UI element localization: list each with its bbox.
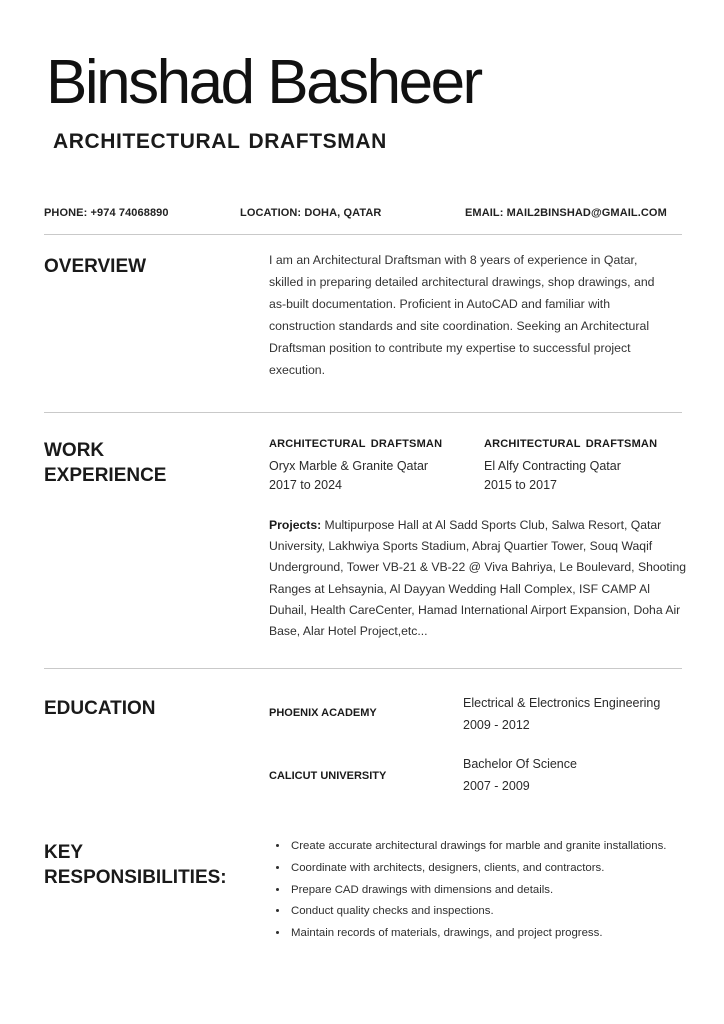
list-item: • Conduct quality checks and inspections. bbox=[289, 901, 689, 923]
education-heading: EDUCATION bbox=[44, 698, 156, 719]
education-school: CALICUT UNIVERSITY bbox=[269, 770, 387, 782]
work-heading-line1: WORK bbox=[44, 440, 105, 461]
education-entry bbox=[463, 692, 660, 736]
job-period: 2015 to 2017 bbox=[484, 478, 557, 492]
job-company: Oryx Marble & Granite Qatar bbox=[269, 459, 429, 473]
projects-text bbox=[269, 515, 687, 642]
job-title: ARCHITECTURAL DRAFTSMAN bbox=[484, 438, 658, 450]
resume-job-title: ARCHITECTURAL DRAFTSMAN bbox=[53, 130, 387, 153]
overview-heading: OVERVIEW bbox=[44, 256, 147, 277]
contact-email: EMAIL: MAIL2BINSHAD@GMAIL.COM bbox=[465, 207, 667, 219]
divider bbox=[44, 412, 682, 413]
education-period: 2007 - 2009 bbox=[463, 779, 530, 793]
overview-text: I am an Architectural Draftsman with 8 years of experience in Qatar, skilled in preparing detailed architectural drawings, shop drawings, and as-built documentation. Proficient in AutoCAD and familiar with construction standards and site coordination. Seeking an Architectural Draftsman position to contribute my expertise to successful project execution. bbox=[269, 253, 655, 377]
contact-location: LOCATION: DOHA, QATAR bbox=[240, 207, 382, 219]
work-heading-line2: EXPERIENCE bbox=[44, 465, 167, 486]
projects-list: Multipurpose Hall at Al Sadd Sports Club, Salwa Resort, Qatar University, Lakhwiya Sports Stadium, Abraj Quartier Tower, Souq Waqif Underground, Tower VB-21 & VB-22 @ Viva Bahriya, Le Boulevard, Shooting Ranges at Lehsaynia, Al Dayyan Wedding Hall Complex, ISF CAMP Al Duhail, Health CareCenter, Hamad International Airport Expansion, Doha Air Base, Alar Hotel Project,etc... bbox=[269, 518, 687, 639]
job-company: El Alfy Contracting Qatar bbox=[484, 459, 621, 473]
list-item: • Coordinate with architects, designers, clients, and contractors. bbox=[289, 858, 689, 880]
responsibilities-heading-line1: KEY bbox=[44, 842, 84, 863]
resume-name: Binshad Basheer bbox=[46, 48, 481, 117]
education-entry bbox=[463, 753, 577, 797]
list-item: • Maintain records of materials, drawings, and project progress. bbox=[289, 923, 689, 945]
list-item: • Prepare CAD drawings with dimensions and details. bbox=[289, 880, 689, 902]
education-school: PHOENIX ACADEMY bbox=[269, 707, 377, 719]
job-entry bbox=[269, 438, 442, 495]
job-entry bbox=[484, 438, 657, 495]
contact-phone: PHONE: +974 74068890 bbox=[44, 207, 169, 219]
education-period: 2009 - 2012 bbox=[463, 718, 530, 732]
work-experience-heading bbox=[44, 438, 166, 488]
education-degree: Electrical & Electronics Engineering bbox=[463, 696, 661, 710]
list-item: • Create accurate architectural drawings for marble and granite installations. bbox=[289, 836, 689, 858]
responsibilities-heading bbox=[44, 840, 227, 890]
education-degree: Bachelor Of Science bbox=[463, 757, 577, 771]
job-period: 2017 to 2024 bbox=[269, 478, 342, 492]
job-title: ARCHITECTURAL DRAFTSMAN bbox=[269, 438, 443, 450]
divider bbox=[44, 234, 682, 235]
projects-label: Projects: bbox=[269, 518, 322, 532]
responsibilities-heading-line2: RESPONSIBILITIES: bbox=[44, 867, 227, 888]
divider bbox=[44, 668, 682, 669]
responsibilities-list bbox=[271, 836, 689, 945]
